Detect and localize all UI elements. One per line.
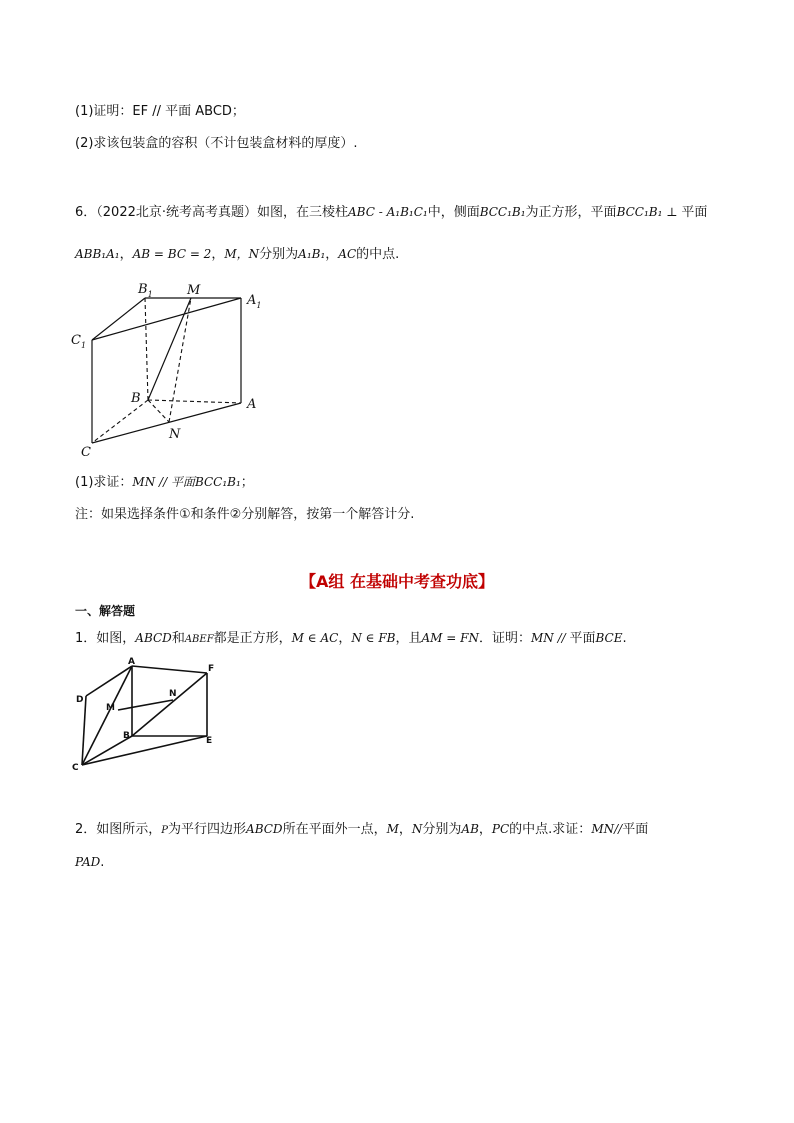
label-m: M xyxy=(187,283,201,298)
problem-2-line-2 xyxy=(75,853,104,872)
edge-b1c1 xyxy=(92,298,145,340)
label-c: C xyxy=(72,763,79,773)
diagonal-bf xyxy=(132,673,207,736)
math: ABB₁A₁ xyxy=(75,247,120,261)
edge-c1a1 xyxy=(92,298,241,340)
text: ， xyxy=(398,822,412,837)
edge-bc xyxy=(92,400,148,443)
edge-ce xyxy=(82,736,207,765)
math: PAD xyxy=(75,855,101,869)
math: MN// xyxy=(591,822,623,836)
math: BCC₁B₁ xyxy=(479,205,526,219)
text: 为平行四边形 xyxy=(168,822,247,837)
text: ， xyxy=(478,822,492,837)
math: ABCD xyxy=(246,822,283,836)
text: ， xyxy=(325,247,339,262)
label-a: A xyxy=(128,657,135,667)
math: N ∈ FB xyxy=(351,631,396,645)
math: BCE xyxy=(595,631,623,645)
text: ； xyxy=(240,475,254,490)
math: AB = BC = 2 xyxy=(132,247,212,261)
text: 为正方形，平面 xyxy=(525,205,617,220)
math: ⊥ xyxy=(662,205,682,219)
label-b: B xyxy=(131,391,141,406)
math: ABEF xyxy=(184,634,214,645)
segment-bn xyxy=(148,400,169,422)
math: A₁B₁ xyxy=(298,247,326,261)
text: (1)求证： xyxy=(75,475,133,490)
math: AM = FN xyxy=(421,631,479,645)
problem-6-line-1 xyxy=(75,203,707,222)
problem-number: 1． xyxy=(75,631,97,646)
math: M，N xyxy=(224,247,260,261)
label-c1: $C_1$ xyxy=(71,333,87,350)
math: AB xyxy=(461,822,479,836)
text: 平面 xyxy=(622,822,649,837)
math: M ∈ AC xyxy=(291,631,339,645)
text: ， xyxy=(211,247,225,262)
label-m: M xyxy=(106,703,115,713)
squares-figure xyxy=(70,658,220,778)
math: ABCD xyxy=(135,631,172,645)
problem-number: 6． xyxy=(75,205,97,220)
text: 的中点. xyxy=(356,247,400,262)
text: 平面 xyxy=(569,631,596,646)
label-b: B xyxy=(123,731,130,741)
label-n: N xyxy=(169,689,177,699)
problem-6-line-2 xyxy=(75,245,399,264)
edge-ba xyxy=(148,400,241,403)
label-e: E xyxy=(206,736,213,746)
math: N xyxy=(411,822,423,836)
text: 分别为 xyxy=(259,247,299,262)
math: M xyxy=(386,822,399,836)
problem-6-question-1 xyxy=(75,473,254,492)
section-title: 【A组 在基础中考查功底】 xyxy=(300,572,494,591)
text: 如图， xyxy=(96,631,136,646)
label-b1: $B_1$ xyxy=(138,282,153,299)
text: . xyxy=(100,855,105,870)
math: P xyxy=(161,825,169,836)
text: ．证明： xyxy=(478,631,531,646)
text: ， xyxy=(119,247,133,262)
label-d: D xyxy=(76,695,84,705)
text: 如图所示， xyxy=(96,822,162,837)
text: 中，侧面 xyxy=(427,205,480,220)
text: 都是正方形， xyxy=(213,631,292,646)
text: 平面 xyxy=(681,205,708,220)
math: BCC₁B₁ xyxy=(616,205,663,219)
text: 所在平面外一点， xyxy=(282,822,387,837)
text: . xyxy=(622,631,627,646)
edge-dc xyxy=(82,696,86,765)
edge-b1b xyxy=(145,298,148,400)
problem-2-line-1 xyxy=(75,820,648,840)
text: 如图，在三棱柱 xyxy=(257,205,349,220)
segment-mn xyxy=(169,298,191,422)
section-heading: 一、解答题 xyxy=(75,604,136,618)
label-f: F xyxy=(208,664,215,674)
prism-figure xyxy=(65,280,285,460)
text: ，且 xyxy=(395,631,422,646)
prev-question-1: (1)证明：EF // 平面 ABCD； xyxy=(75,104,245,119)
prev-question-2: (2)求该包装盒的容积（不计包装盒材料的厚度）. xyxy=(75,136,358,151)
label-a: A xyxy=(247,397,257,412)
text: 的中点.求证： xyxy=(509,822,592,837)
segment-bm xyxy=(148,298,191,400)
edge-af xyxy=(132,666,207,673)
problem-1-text xyxy=(75,629,627,649)
math: MN // xyxy=(530,631,570,645)
math: AC xyxy=(338,247,357,261)
problem-source: （2022北京·统考高考真题） xyxy=(96,205,257,220)
label-c: C xyxy=(81,445,91,460)
math: BCC₁B₁ xyxy=(194,475,241,489)
edge-ca xyxy=(92,403,241,443)
problem-6-note: 注：如果选择条件①和条件②分别解答，按第一个解答计分. xyxy=(75,507,415,522)
math: MN // 平面 xyxy=(132,475,195,489)
label-n: N xyxy=(169,427,181,442)
math: PC xyxy=(491,822,510,836)
label-a1: $A_1$ xyxy=(247,293,262,310)
text: 和 xyxy=(171,631,185,646)
text: ， xyxy=(338,631,352,646)
math: ABC - A₁B₁C₁ xyxy=(348,205,428,219)
text: 分别为 xyxy=(422,822,462,837)
problem-number: 2． xyxy=(75,822,97,837)
